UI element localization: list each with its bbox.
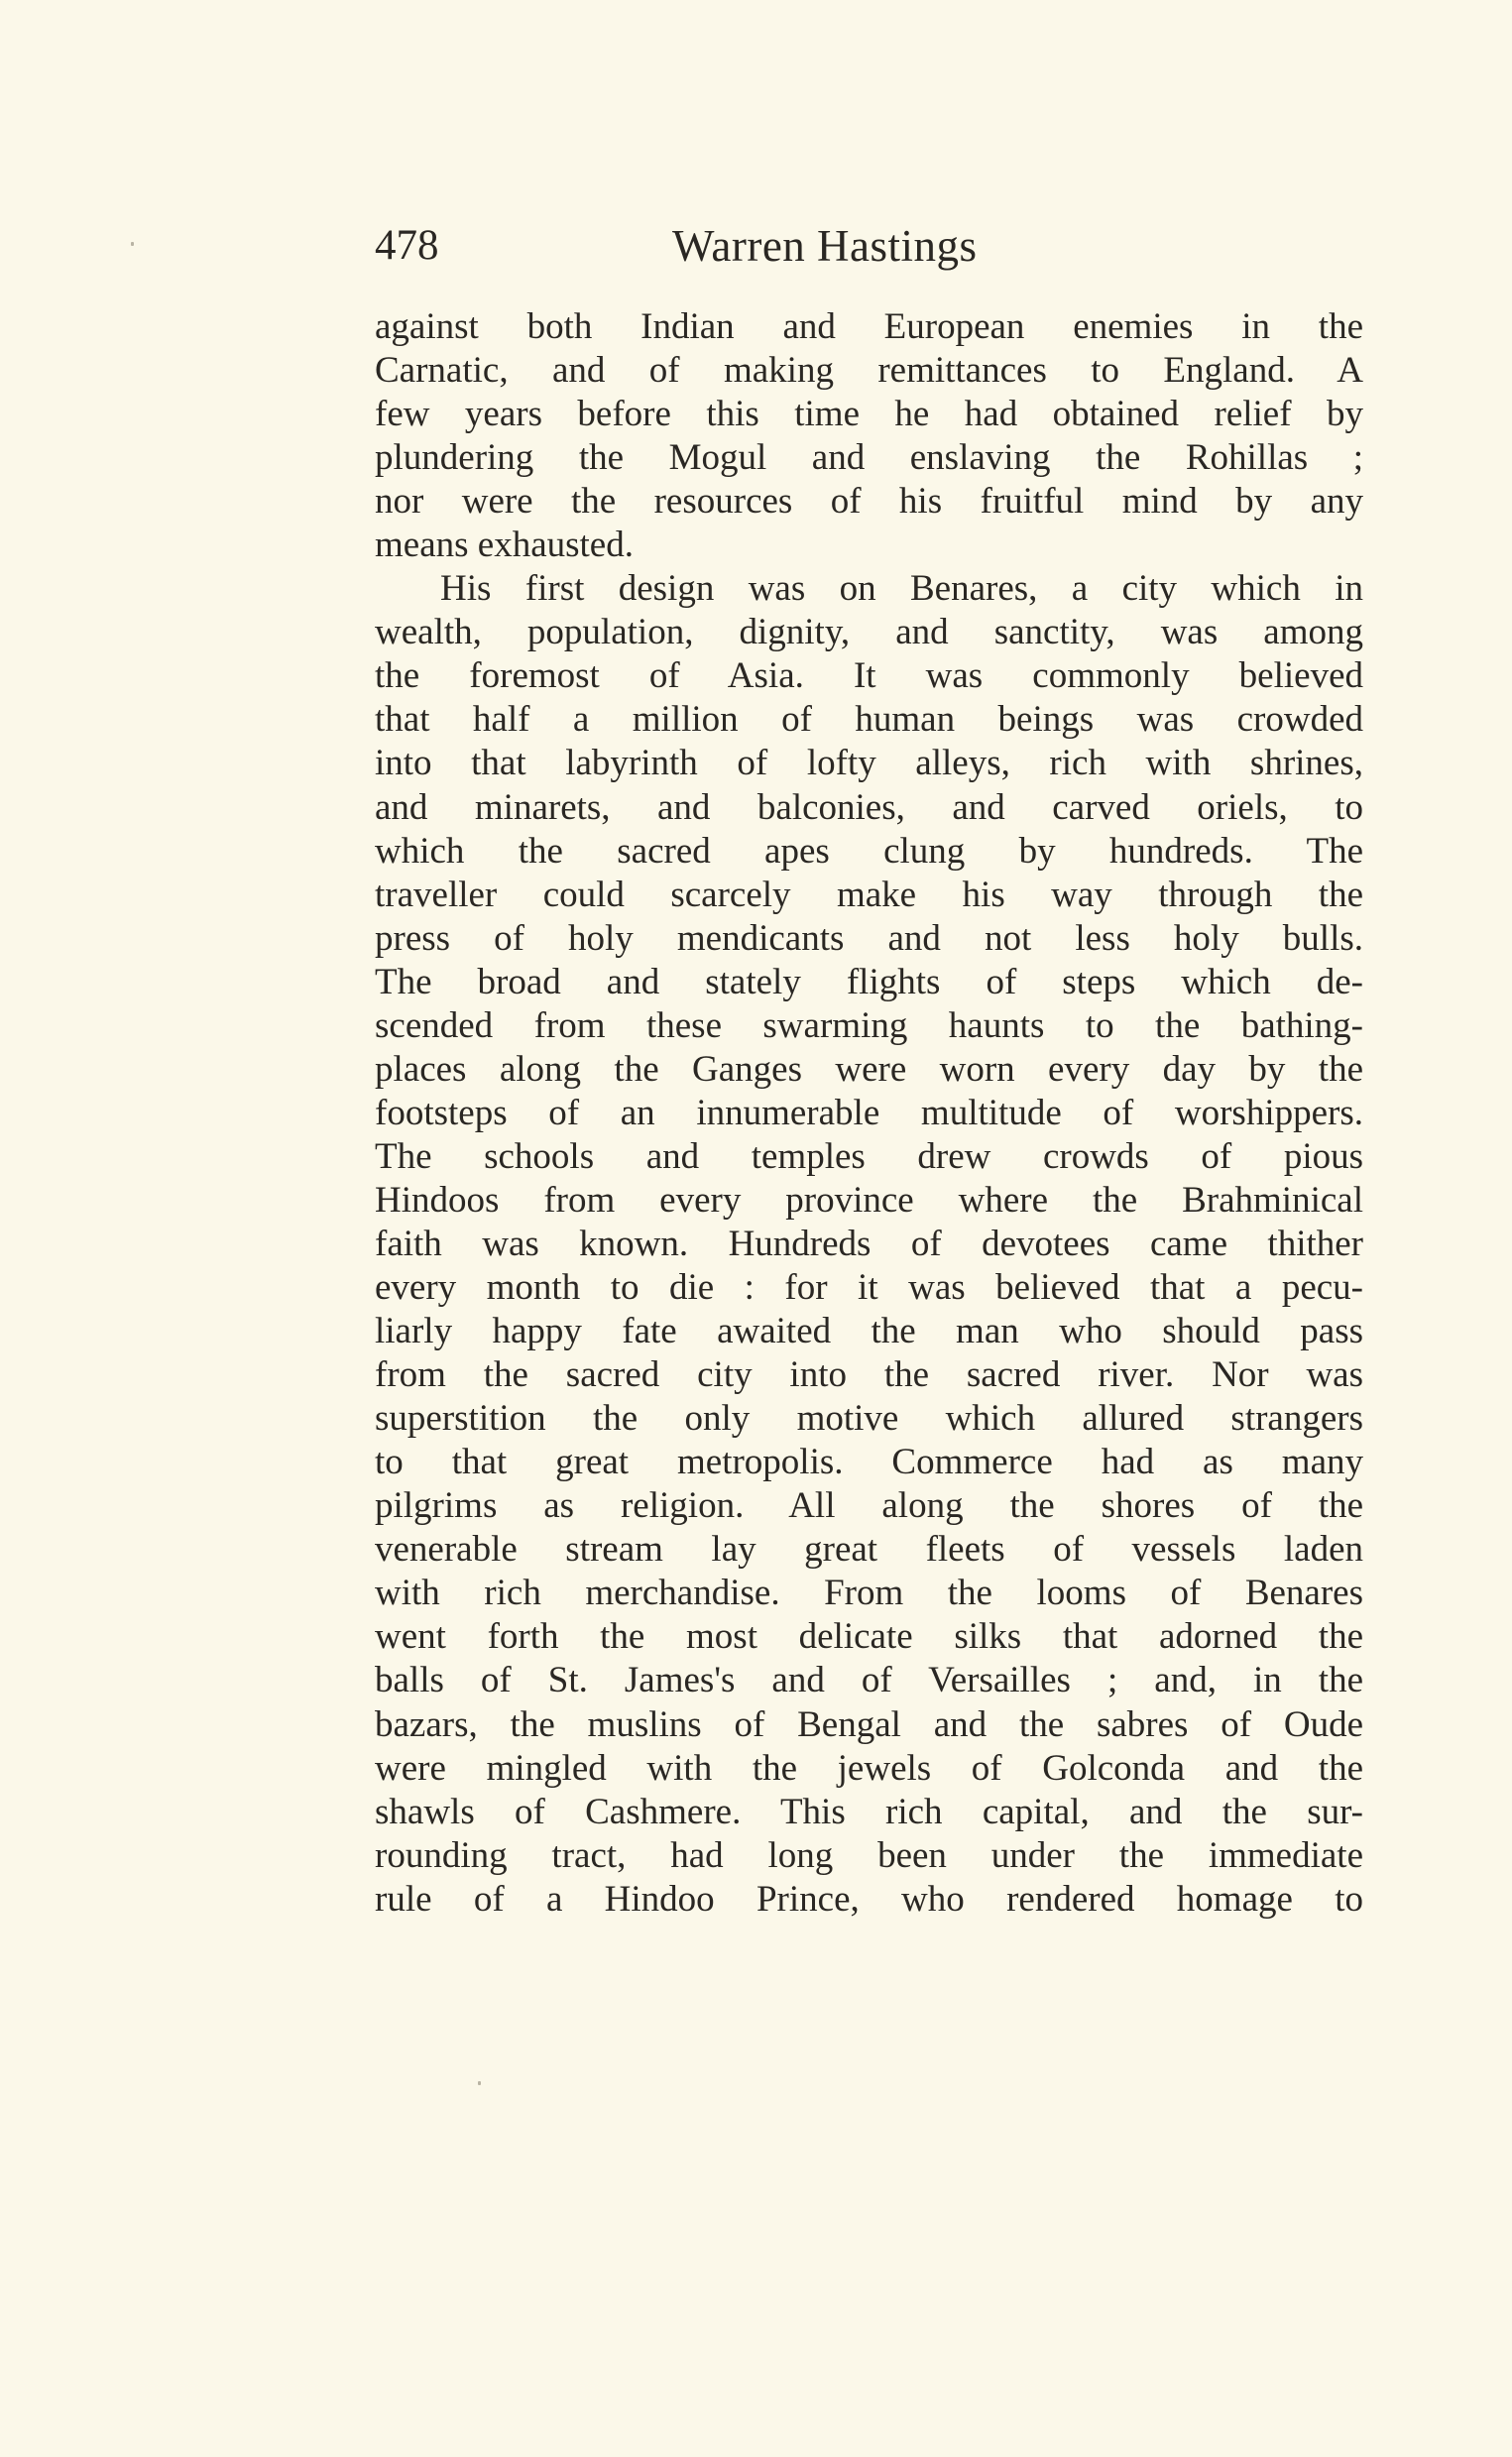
text-line: went forth the most delicate silks that adorned the	[375, 1616, 1363, 1658]
body-text	[375, 305, 1363, 1922]
text-line: from the sacred city into the sacred river. Nor was	[375, 1354, 1363, 1396]
paper-speck	[131, 242, 134, 246]
text-line: balls of St. James's and of Versailles ; and, in the	[375, 1660, 1363, 1701]
text-line: faith was known. Hundreds of devotees came thither	[375, 1223, 1363, 1264]
text-line: bazars, the muslins of Bengal and the sabres of Oude	[375, 1703, 1363, 1745]
text-line: plundering the Mogul and enslaving the Rohillas ;	[375, 437, 1363, 479]
text-line: to that great metropolis. Commerce had as many	[375, 1442, 1363, 1483]
text-line: means exhausted.	[375, 525, 634, 566]
running-head: Warren Hastings	[672, 221, 978, 271]
text-line: into that labyrinth of lofty alleys, rich with shrines,	[375, 743, 1363, 784]
text-line: traveller could scarcely make his way through the	[375, 874, 1363, 915]
text-line: superstition the only motive which allured strangers	[375, 1398, 1363, 1440]
text-line: with rich merchandise. From the looms of Benares	[375, 1573, 1363, 1614]
text-line: Hindoos from every province where the Brahminical	[375, 1179, 1363, 1221]
paper-speck	[478, 2081, 481, 2085]
text-line: pilgrims as religion. All along the shores of the	[375, 1485, 1363, 1527]
text-line: press of holy mendicants and not less holy bulls.	[375, 917, 1363, 959]
text-line: rule of a Hindoo Prince, who rendered homage to	[375, 1878, 1363, 1920]
page-header	[375, 216, 1361, 276]
text-line: and minarets, and balconies, and carved oriels, to	[375, 786, 1363, 828]
text-line: venerable stream lay great fleets of vessels laden	[375, 1529, 1363, 1571]
text-line: were mingled with the jewels of Golconda and the	[375, 1747, 1363, 1789]
text-line: Carnatic, and of making remittances to England. A	[375, 350, 1363, 392]
text-line: shawls of Cashmere. This rich capital, and the sur-	[375, 1791, 1363, 1832]
text-line: the foremost of Asia. It was commonly believed	[375, 655, 1363, 697]
text-line: every month to die : for it was believed that a pecu-	[375, 1267, 1363, 1309]
text-line: liarly happy fate awaited the man who should pass	[375, 1311, 1363, 1352]
text-line: wealth, population, dignity, and sanctity, was among	[375, 612, 1363, 653]
text-line: few years before this time he had obtained relief by	[375, 394, 1363, 435]
paragraph-first-line: His first design was on Benares, a city which in	[440, 568, 1363, 610]
text-line: rounding tract, had long been under the immediate	[375, 1834, 1363, 1876]
page-number: 478	[375, 222, 439, 269]
text-line: nor were the resources of his fruitful mind by any	[375, 481, 1363, 523]
text-line: The schools and temples drew crowds of pious	[375, 1135, 1363, 1177]
text-line: which the sacred apes clung by hundreds. The	[375, 830, 1363, 872]
text-line: against both Indian and European enemies in the	[375, 306, 1363, 347]
text-line: footsteps of an innumerable multitude of worshippers.	[375, 1092, 1363, 1133]
text-line: The broad and stately flights of steps which de-	[375, 961, 1363, 1002]
text-line: scended from these swarming haunts to the bathing-	[375, 1004, 1363, 1046]
text-line: places along the Ganges were worn every day by the	[375, 1048, 1363, 1090]
text-line: that half a million of human beings was crowded	[375, 699, 1363, 741]
